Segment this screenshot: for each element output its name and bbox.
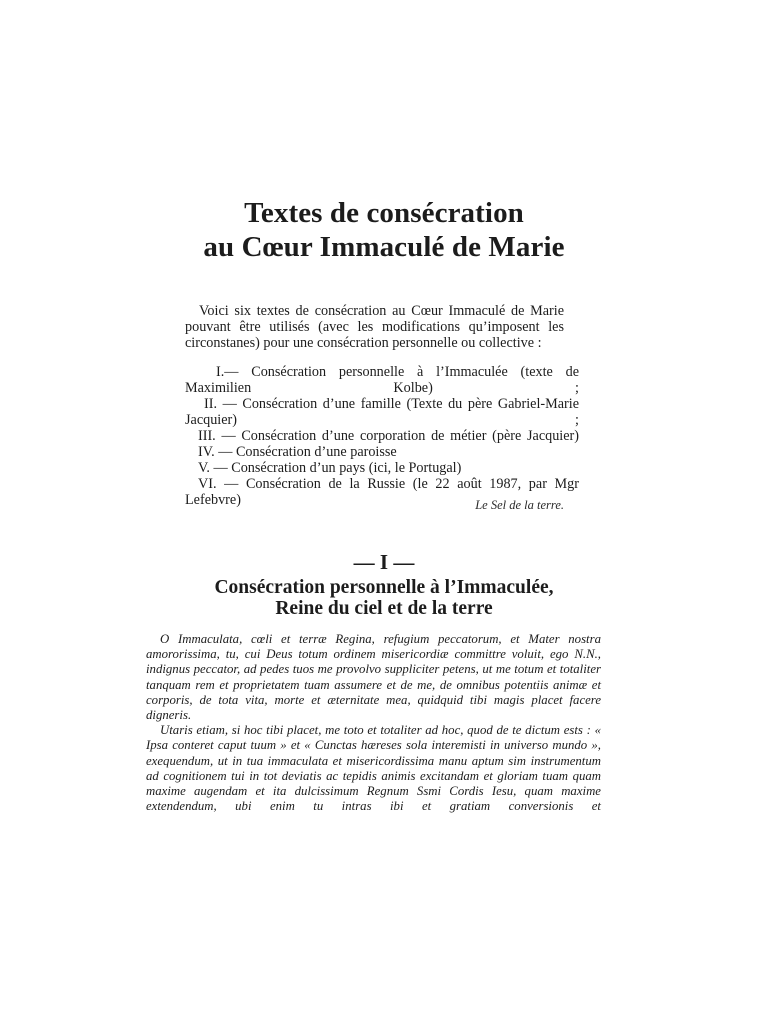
intro-paragraph: Voici six textes de consécration au Cœur Immaculé de Marie pouvant être utilisés (avec les modifications qu’imposent les circonstanes) pour une consécration personnelle ou collective : bbox=[185, 303, 564, 351]
prayer-text bbox=[146, 632, 601, 814]
section-title-line-2: Reine du ciel et de la terre bbox=[275, 598, 493, 619]
toc-item-4: IV. — Consécration d’une paroisse bbox=[198, 444, 397, 460]
table-of-contents bbox=[185, 364, 579, 508]
toc-item-6: VI. — Consécration de la Russie (le 22 août 1987, par Mgr Lefebvre) bbox=[185, 476, 579, 508]
source-attribution: Le Sel de la terre. bbox=[475, 498, 564, 512]
prayer-paragraph-1: O Immaculata, cœli et terræ Regina, refugium peccatorum, et Mater nostra amororissima, tu, cui Deus totum ordinem misericordiæ committre voluit, ego N.N., indignus peccator, ad pedes tuos me provolvo suppliciter petens, ut me totum et totaliter tanquam rem et proprietatem tuam assumere et de me, de omnibus potentiis animæ et corporis, de tota vita, morte et æternitate mea, quidquid tibi magis placet facere digneris. bbox=[146, 632, 601, 723]
page-title-line-2: au Cœur Immaculé de Marie bbox=[203, 231, 565, 263]
toc-item-3: III. — Consécration d’une corporation de métier (père Jacquier) bbox=[198, 428, 579, 444]
prayer-paragraph-2: Utaris etiam, si hoc tibi placet, me toto et totaliter ad hoc, quod de te dictum ests : « Ipsa conteret caput tuum » et « Cunctas hæreses sola interemisti in universo mundo », exequendum, ut in tua immaculata et misericordissima manu aptum sim instrumentum ad cognitionem tui in tot deviatis ac tepidis animis excitandam et gloriam tuam quam maxime augendam et ita dulcissimum Regnum Ssmi Cordis Iesu, quam maxime extendendum, ubi enim tu intras ibi et gratiam conversionis et bbox=[146, 723, 601, 814]
section-number: — I — bbox=[353, 550, 415, 574]
page-title-line-1: Textes de consécration bbox=[244, 197, 524, 229]
page-title bbox=[0, 196, 768, 264]
section-title-line-1: Consécration personnelle à l’Immaculée, bbox=[214, 577, 554, 598]
section-title bbox=[0, 577, 768, 619]
toc-item-5: V. — Consécration d’un pays (ici, le Portugal) bbox=[198, 460, 462, 476]
toc-item-2: II. — Consécration d’une famille (Texte du père Gabriel-Marie Jacquier) ; bbox=[185, 396, 579, 428]
toc-item-1: I.— Consécration personnelle à l’Immaculée (texte de Maximilien Kolbe) ; bbox=[185, 364, 579, 396]
